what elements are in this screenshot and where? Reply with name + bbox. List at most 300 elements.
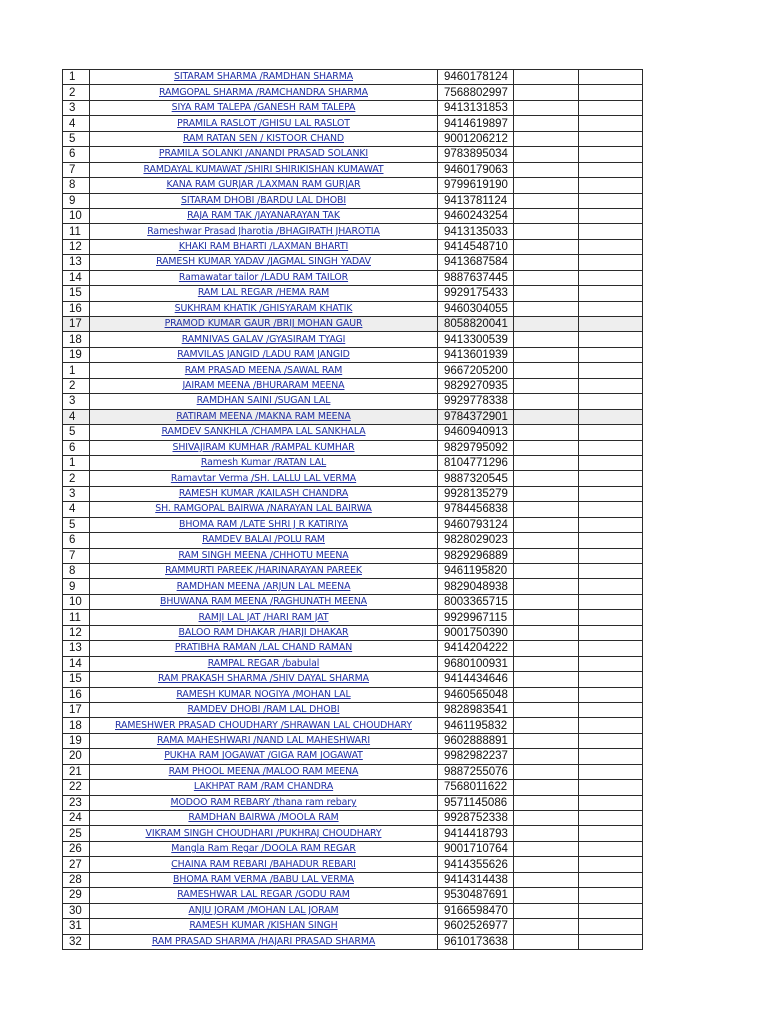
table-row <box>63 795 643 810</box>
phone-number-cell: 9887255076 <box>438 764 514 779</box>
table-row <box>63 857 643 872</box>
name-link-cell[interactable]: PRAMILA RASLOT /GHISU LAL RASLOT <box>90 116 438 131</box>
serial-number-cell: 15 <box>63 672 90 687</box>
name-link-cell[interactable]: Ramesh Kumar /RATAN LAL <box>90 455 438 470</box>
serial-number-cell: 10 <box>63 208 90 223</box>
table-row <box>63 178 643 193</box>
empty-cell <box>514 641 579 656</box>
table-row <box>63 687 643 702</box>
table-row <box>63 594 643 609</box>
name-link-cell[interactable]: RAM PRASAD MEENA /SAWAL RAM <box>90 363 438 378</box>
serial-number-cell: 4 <box>63 409 90 424</box>
empty-cell <box>579 795 643 810</box>
empty-cell <box>514 193 579 208</box>
empty-cell <box>514 656 579 671</box>
phone-number-cell: 8104771296 <box>438 455 514 470</box>
serial-number-cell: 5 <box>63 131 90 146</box>
empty-cell <box>514 208 579 223</box>
name-link-cell[interactable]: BALOO RAM DHAKAR /HARJI DHAKAR <box>90 625 438 640</box>
name-link-cell[interactable]: RAMDHAN MEENA /ARJUN LAL MEENA <box>90 579 438 594</box>
empty-cell <box>579 193 643 208</box>
table-row <box>63 193 643 208</box>
empty-cell <box>579 440 643 455</box>
empty-cell <box>514 811 579 826</box>
phone-number-cell: 9530487691 <box>438 888 514 903</box>
serial-number-cell: 32 <box>63 934 90 949</box>
serial-number-cell: 5 <box>63 425 90 440</box>
phone-number-cell: 9460940913 <box>438 425 514 440</box>
empty-cell <box>579 687 643 702</box>
phone-number-cell: 9929967115 <box>438 610 514 625</box>
table-row <box>63 70 643 85</box>
serial-number-cell: 25 <box>63 826 90 841</box>
table-row <box>63 131 643 146</box>
phone-number-cell: 9460793124 <box>438 517 514 532</box>
serial-number-cell: 14 <box>63 656 90 671</box>
table-row <box>63 208 643 223</box>
serial-number-cell: 7 <box>63 162 90 177</box>
serial-number-cell: 11 <box>63 610 90 625</box>
empty-cell <box>579 116 643 131</box>
serial-number-cell: 15 <box>63 286 90 301</box>
table-row <box>63 378 643 393</box>
phone-number-cell: 9461195832 <box>438 718 514 733</box>
empty-cell <box>579 656 643 671</box>
name-link-cell[interactable]: SIYA RAM TALEPA /GANESH RAM TALEPA <box>90 100 438 115</box>
empty-cell <box>579 841 643 856</box>
serial-number-cell: 26 <box>63 841 90 856</box>
table-row <box>63 625 643 640</box>
serial-number-cell: 11 <box>63 224 90 239</box>
serial-number-cell: 30 <box>63 903 90 918</box>
phone-number-cell: 9414355626 <box>438 857 514 872</box>
empty-cell <box>579 625 643 640</box>
empty-cell <box>579 332 643 347</box>
empty-cell <box>514 919 579 934</box>
serial-number-cell: 14 <box>63 270 90 285</box>
empty-cell <box>514 764 579 779</box>
phone-number-cell: 9829270935 <box>438 378 514 393</box>
empty-cell <box>514 749 579 764</box>
phone-number-cell: 9413300539 <box>438 332 514 347</box>
empty-cell <box>514 347 579 362</box>
empty-cell <box>514 471 579 486</box>
phone-number-cell: 7568802997 <box>438 85 514 100</box>
phone-number-cell: 9460304055 <box>438 301 514 316</box>
phone-number-cell: 9887320545 <box>438 471 514 486</box>
serial-number-cell: 12 <box>63 625 90 640</box>
empty-cell <box>579 363 643 378</box>
serial-number-cell: 1 <box>63 70 90 85</box>
phone-number-cell: 9928135279 <box>438 486 514 501</box>
table-row <box>63 347 643 362</box>
empty-cell <box>514 795 579 810</box>
empty-cell <box>579 672 643 687</box>
phone-number-cell: 9414204222 <box>438 641 514 656</box>
name-link-cell[interactable]: RAMDHAN BAIRWA /MOOLA RAM <box>90 811 438 826</box>
empty-cell <box>579 517 643 532</box>
empty-cell <box>514 270 579 285</box>
empty-cell <box>579 70 643 85</box>
empty-cell <box>579 919 643 934</box>
name-link-cell[interactable]: SUKHRAM KHATIK /GHISYARAM KHATIK <box>90 301 438 316</box>
table-row <box>63 502 643 517</box>
name-link-cell[interactable]: RAMMURTI PAREEK /HARINARAYAN PAREEK <box>90 564 438 579</box>
serial-number-cell: 31 <box>63 919 90 934</box>
phone-number-cell: 9829048938 <box>438 579 514 594</box>
phone-number-cell: 9982982237 <box>438 749 514 764</box>
empty-cell <box>579 286 643 301</box>
table-row <box>63 471 643 486</box>
name-link-cell[interactable]: RAMA MAHESHWARI /NAND LAL MAHESHWARI <box>90 733 438 748</box>
table-row <box>63 100 643 115</box>
table-row <box>63 301 643 316</box>
table-row <box>63 811 643 826</box>
serial-number-cell: 9 <box>63 579 90 594</box>
name-link-cell[interactable]: BHOMA RAM /LATE SHRI J R KATIRIYA <box>90 517 438 532</box>
name-link-cell[interactable]: PRATIBHA RAMAN /LAL CHAND RAMAN <box>90 641 438 656</box>
table-row <box>63 224 643 239</box>
phone-number-cell: 9001710764 <box>438 841 514 856</box>
phone-number-cell: 9610173638 <box>438 934 514 949</box>
table-row <box>63 425 643 440</box>
table-row <box>63 409 643 424</box>
table-row <box>63 579 643 594</box>
empty-cell <box>514 548 579 563</box>
empty-cell <box>579 594 643 609</box>
empty-cell <box>579 888 643 903</box>
empty-cell <box>579 100 643 115</box>
phone-number-cell: 9929175433 <box>438 286 514 301</box>
empty-cell <box>514 672 579 687</box>
phone-number-cell: 9828029023 <box>438 533 514 548</box>
table-row <box>63 286 643 301</box>
phone-number-cell: 9602526977 <box>438 919 514 934</box>
serial-number-cell: 2 <box>63 378 90 393</box>
phone-number-cell: 9829795092 <box>438 440 514 455</box>
table-row <box>63 116 643 131</box>
phone-number-cell: 9784372901 <box>438 409 514 424</box>
name-link-cell[interactable]: RAMDEV SANKHLA /CHAMPA LAL SANKHALA <box>90 425 438 440</box>
name-link-cell[interactable]: Mangla Ram Regar /DOOLA RAM REGAR <box>90 841 438 856</box>
serial-number-cell: 6 <box>63 440 90 455</box>
name-link-cell[interactable]: ANJU JORAM /MOHAN LAL JORAM <box>90 903 438 918</box>
empty-cell <box>514 255 579 270</box>
serial-number-cell: 27 <box>63 857 90 872</box>
empty-cell <box>514 455 579 470</box>
empty-cell <box>514 934 579 949</box>
empty-cell <box>514 332 579 347</box>
phone-number-cell: 9413601939 <box>438 347 514 362</box>
table-row <box>63 394 643 409</box>
name-link-cell[interactable]: RAMDHAN SAINI /SUGAN LAL <box>90 394 438 409</box>
phone-number-cell: 9414619897 <box>438 116 514 131</box>
phone-number-cell: 9413781124 <box>438 193 514 208</box>
name-link-cell[interactable]: RAMESH KUMAR NOGIYA /MOHAN LAL <box>90 687 438 702</box>
phone-number-cell: 9783895034 <box>438 147 514 162</box>
table-row <box>63 841 643 856</box>
empty-cell <box>514 70 579 85</box>
empty-cell <box>579 486 643 501</box>
serial-number-cell: 21 <box>63 764 90 779</box>
name-link-cell[interactable]: RAMPAL REGAR /babulal <box>90 656 438 671</box>
name-link-cell[interactable]: RAM PRAKASH SHARMA /SHIV DAYAL SHARMA <box>90 672 438 687</box>
phone-number-cell: 9829296889 <box>438 548 514 563</box>
phone-number-cell: 9413131853 <box>438 100 514 115</box>
empty-cell <box>514 286 579 301</box>
empty-cell <box>514 903 579 918</box>
serial-number-cell: 2 <box>63 471 90 486</box>
empty-cell <box>579 239 643 254</box>
serial-number-cell: 16 <box>63 687 90 702</box>
name-link-cell[interactable]: SHIVAJIRAM KUMHAR /RAMPAL KUMHAR <box>90 440 438 455</box>
serial-number-cell: 4 <box>63 502 90 517</box>
name-link-cell[interactable]: BHOMA RAM VERMA /BABU LAL VERMA <box>90 872 438 887</box>
name-link-cell[interactable]: RAMESH KUMAR /KAILASH CHANDRA <box>90 486 438 501</box>
serial-number-cell: 13 <box>63 641 90 656</box>
empty-cell <box>579 702 643 717</box>
serial-number-cell: 17 <box>63 702 90 717</box>
empty-cell <box>579 255 643 270</box>
name-link-cell[interactable]: RAMDEV DHOBI /RAM LAL DHOBI <box>90 702 438 717</box>
serial-number-cell: 5 <box>63 517 90 532</box>
empty-cell <box>579 826 643 841</box>
serial-number-cell: 3 <box>63 100 90 115</box>
empty-cell <box>514 888 579 903</box>
name-link-cell[interactable]: JAIRAM MEENA /BHURARAM MEENA <box>90 378 438 393</box>
phone-number-cell: 9001750390 <box>438 625 514 640</box>
empty-cell <box>579 641 643 656</box>
serial-number-cell: 8 <box>63 564 90 579</box>
serial-number-cell: 17 <box>63 317 90 332</box>
name-link-cell[interactable]: RAM SINGH MEENA /CHHOTU MEENA <box>90 548 438 563</box>
empty-cell <box>579 425 643 440</box>
table-row <box>63 641 643 656</box>
phone-number-cell: 9799619190 <box>438 178 514 193</box>
empty-cell <box>579 733 643 748</box>
table-row <box>63 919 643 934</box>
name-link-cell[interactable]: Rameshwar Prasad Jharotia /BHAGIRATH JHAROTIA <box>90 224 438 239</box>
empty-cell <box>579 471 643 486</box>
phone-number-cell: 8003365715 <box>438 594 514 609</box>
name-link-cell[interactable]: RAMESH KUMAR /KISHAN SINGH <box>90 919 438 934</box>
table-row <box>63 486 643 501</box>
empty-cell <box>579 934 643 949</box>
empty-cell <box>514 594 579 609</box>
serial-number-cell: 12 <box>63 239 90 254</box>
table-row <box>63 656 643 671</box>
phone-number-cell: 9602888891 <box>438 733 514 748</box>
name-link-cell[interactable]: MODOO RAM REBARY /thana ram rebary <box>90 795 438 810</box>
serial-number-cell: 19 <box>63 347 90 362</box>
name-link-cell[interactable]: Ramawatar tailor /LADU RAM TAILOR <box>90 270 438 285</box>
empty-cell <box>514 687 579 702</box>
empty-cell <box>514 841 579 856</box>
empty-cell <box>579 780 643 795</box>
table-row <box>63 162 643 177</box>
empty-cell <box>579 749 643 764</box>
serial-number-cell: 4 <box>63 116 90 131</box>
empty-cell <box>514 486 579 501</box>
table-row <box>63 888 643 903</box>
name-link-cell[interactable]: KHAKI RAM BHARTI /LAXMAN BHARTI <box>90 239 438 254</box>
name-link-cell[interactable]: RAMDAYAL KUMAWAT /SHIRI SHIRIKISHAN KUMAWAT <box>90 162 438 177</box>
table-row <box>63 749 643 764</box>
name-link-cell[interactable]: LAKHPAT RAM /RAM CHANDRA <box>90 780 438 795</box>
name-link-cell[interactable]: RAMESHWAR LAL REGAR /GODU RAM <box>90 888 438 903</box>
name-link-cell[interactable]: PRAMILA SOLANKI /ANANDI PRASAD SOLANKI <box>90 147 438 162</box>
serial-number-cell: 3 <box>63 394 90 409</box>
name-link-cell[interactable]: RAM RATAN SEN / KISTOOR CHAND <box>90 131 438 146</box>
table-row <box>63 610 643 625</box>
name-link-cell[interactable]: RAMESH KUMAR YADAV /JAGMAL SINGH YADAV <box>90 255 438 270</box>
empty-cell <box>579 533 643 548</box>
empty-cell <box>514 579 579 594</box>
empty-cell <box>514 517 579 532</box>
phone-number-cell: 9929778338 <box>438 394 514 409</box>
name-link-cell[interactable]: PUKHA RAM JOGAWAT /GIGA RAM JOGAWAT <box>90 749 438 764</box>
table-row <box>63 702 643 717</box>
serial-number-cell: 1 <box>63 363 90 378</box>
phone-number-cell: 9460243254 <box>438 208 514 223</box>
empty-cell <box>514 625 579 640</box>
serial-number-cell: 13 <box>63 255 90 270</box>
empty-cell <box>514 162 579 177</box>
phone-number-cell: 9460179063 <box>438 162 514 177</box>
empty-cell <box>579 224 643 239</box>
name-link-cell[interactable]: RATIRAM MEENA /MAKNA RAM MEENA <box>90 409 438 424</box>
phone-number-cell: 9414434646 <box>438 672 514 687</box>
empty-cell <box>579 409 643 424</box>
phone-number-cell: 9928752338 <box>438 811 514 826</box>
empty-cell <box>579 455 643 470</box>
table-row <box>63 147 643 162</box>
empty-cell <box>579 502 643 517</box>
name-link-cell[interactable]: VIKRAM SINGH CHOUDHARI /PUKHRAJ CHOUDHARY <box>90 826 438 841</box>
name-link-cell[interactable]: RAMGOPAL SHARMA /RAMCHANDRA SHARMA <box>90 85 438 100</box>
name-link-cell[interactable]: RAMVILAS JANGID /LADU RAM JANGID <box>90 347 438 362</box>
empty-cell <box>514 409 579 424</box>
name-link-cell[interactable]: RAMESHWER PRASAD CHOUDHARY /SHRAWAN LAL CHOUDHARY <box>90 718 438 733</box>
name-link-cell[interactable]: SITARAM DHOBI /BARDU LAL DHOBI <box>90 193 438 208</box>
table-row <box>63 780 643 795</box>
empty-cell <box>514 100 579 115</box>
empty-cell <box>579 811 643 826</box>
table-row <box>63 826 643 841</box>
table-row <box>63 548 643 563</box>
empty-cell <box>514 733 579 748</box>
empty-cell <box>514 178 579 193</box>
empty-cell <box>514 131 579 146</box>
table-row <box>63 718 643 733</box>
empty-cell <box>514 425 579 440</box>
serial-number-cell: 16 <box>63 301 90 316</box>
name-link-cell[interactable]: RAJA RAM TAK /JAYANARAYAN TAK <box>90 208 438 223</box>
empty-cell <box>579 548 643 563</box>
empty-cell <box>579 378 643 393</box>
serial-number-cell: 23 <box>63 795 90 810</box>
table-row <box>63 517 643 532</box>
name-link-cell[interactable]: RAM LAL REGAR /HEMA RAM <box>90 286 438 301</box>
table-row <box>63 872 643 887</box>
empty-cell <box>579 857 643 872</box>
empty-cell <box>579 764 643 779</box>
serial-number-cell: 18 <box>63 718 90 733</box>
serial-number-cell: 18 <box>63 332 90 347</box>
table-row <box>63 533 643 548</box>
empty-cell <box>514 564 579 579</box>
empty-cell <box>579 394 643 409</box>
name-link-cell[interactable]: RAMNIVAS GALAV /GYASIRAM TYAGI <box>90 332 438 347</box>
serial-number-cell: 24 <box>63 811 90 826</box>
phone-number-cell: 9667205200 <box>438 363 514 378</box>
serial-number-cell: 10 <box>63 594 90 609</box>
empty-cell <box>579 147 643 162</box>
phone-number-cell: 9460178124 <box>438 70 514 85</box>
empty-cell <box>579 903 643 918</box>
phone-number-cell: 9571145086 <box>438 795 514 810</box>
name-link-cell[interactable]: CHAINA RAM REBARI /BAHADUR REBARI <box>90 857 438 872</box>
serial-number-cell: 6 <box>63 533 90 548</box>
phone-number-cell: 9887637445 <box>438 270 514 285</box>
name-link-cell[interactable]: BHUWANA RAM MEENA /RAGHUNATH MEENA <box>90 594 438 609</box>
name-link-cell[interactable]: RAMJI LAL JAT /HARI RAM JAT <box>90 610 438 625</box>
name-link-cell[interactable]: Ramavtar Verma /SH. LALLU LAL VERMA <box>90 471 438 486</box>
phone-number-cell: 9828983541 <box>438 702 514 717</box>
table-row <box>63 903 643 918</box>
name-link-cell[interactable]: KANA RAM GURJAR /LAXMAN RAM GURJAR <box>90 178 438 193</box>
empty-cell <box>579 564 643 579</box>
table-row <box>63 672 643 687</box>
empty-cell <box>579 872 643 887</box>
empty-cell <box>579 162 643 177</box>
phone-number-cell: 9001206212 <box>438 131 514 146</box>
phone-number-cell: 9460565048 <box>438 687 514 702</box>
name-link-cell[interactable]: RAM PRASAD SHARMA /HAJARI PRASAD SHARMA <box>90 934 438 949</box>
name-link-cell[interactable]: RAMDEV BALAI /POLU RAM <box>90 533 438 548</box>
empty-cell <box>514 702 579 717</box>
name-link-cell[interactable]: PRAMOD KUMAR GAUR /BRIJ MOHAN GAUR <box>90 317 438 332</box>
serial-number-cell: 8 <box>63 178 90 193</box>
name-link-cell[interactable]: SITARAM SHARMA /RAMDHAN SHARMA <box>90 70 438 85</box>
spreadsheet <box>62 69 643 950</box>
phone-number-cell: 9461195820 <box>438 564 514 579</box>
table-row <box>63 85 643 100</box>
table-row <box>63 363 643 378</box>
empty-cell <box>579 208 643 223</box>
serial-number-cell: 20 <box>63 749 90 764</box>
empty-cell <box>514 378 579 393</box>
empty-cell <box>514 610 579 625</box>
table-row <box>63 270 643 285</box>
name-link-cell[interactable]: RAM PHOOL MEENA /MALOO RAM MEENA <box>90 764 438 779</box>
serial-number-cell: 1 <box>63 455 90 470</box>
serial-number-cell: 3 <box>63 486 90 501</box>
table-row <box>63 255 643 270</box>
empty-cell <box>514 224 579 239</box>
table-row <box>63 455 643 470</box>
empty-cell <box>514 116 579 131</box>
name-link-cell[interactable]: SH. RAMGOPAL BAIRWA /NARAYAN LAL BAIRWA <box>90 502 438 517</box>
empty-cell <box>514 363 579 378</box>
serial-number-cell: 28 <box>63 872 90 887</box>
phone-number-cell: 9413687584 <box>438 255 514 270</box>
empty-cell <box>514 239 579 254</box>
table-row <box>63 332 643 347</box>
table-row <box>63 317 643 332</box>
serial-number-cell: 22 <box>63 780 90 795</box>
data-table <box>62 69 643 950</box>
